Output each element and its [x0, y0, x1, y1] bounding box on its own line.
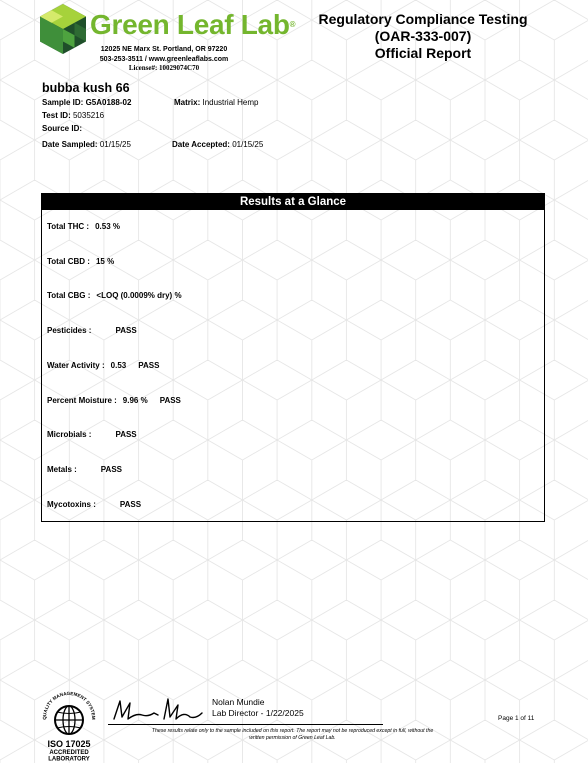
iso-ring-text: QUALITY MANAGEMENT SYSTEM [41, 690, 97, 720]
matrix-field [174, 98, 259, 108]
result-row [47, 291, 182, 300]
source-id-label: Source ID: [42, 124, 83, 133]
result-label: Total CBD : [47, 256, 90, 266]
test-id-label: Test ID: [42, 111, 71, 120]
source-id-field [42, 124, 82, 134]
report-title [318, 11, 528, 62]
result-row [47, 326, 137, 335]
report-title-line3: Official Report [374, 45, 472, 61]
result-value: 0.53 % [95, 222, 120, 231]
test-id-field [42, 111, 104, 121]
results-at-a-glance [41, 193, 545, 522]
result-status: PASS [100, 464, 122, 474]
result-label: Pesticides : [47, 326, 92, 336]
disclaimer-line1: These results relate only to the sample included on this report. The report may not be reproduced except in full, without the [151, 728, 434, 734]
date-accepted-field [172, 140, 263, 150]
result-label: Metals : [47, 464, 77, 474]
trademark-symbol: ® [289, 20, 296, 29]
lab-license: License#: 10029074C70 [128, 64, 200, 72]
iso-line1: ISO 17025 [47, 739, 91, 749]
result-value: 0.53 [110, 360, 127, 370]
brand-name [90, 8, 295, 42]
sample-id-field [42, 98, 131, 108]
result-row [47, 222, 120, 231]
signer-title: Lab Director - 1/22/2025 [212, 708, 304, 718]
report-title-line2: (OAR-333-007) [374, 28, 472, 44]
green-leaf-lab-logo [40, 4, 86, 54]
sample-id-label: Sample ID: [42, 98, 84, 107]
result-label: Mycotoxins : [47, 499, 96, 509]
result-row [47, 396, 181, 405]
result-label: Total CBG : [47, 291, 91, 301]
sample-id-value: G5A0188-02 [85, 98, 132, 107]
iso-17025-badge [38, 690, 100, 762]
result-row [47, 500, 141, 509]
result-value: <LOQ (0.0009% dry) % [96, 291, 182, 301]
result-label: Percent Moisture : [47, 395, 117, 405]
result-value: 9.96 % [122, 395, 148, 405]
result-status: PASS [119, 499, 142, 509]
result-row [47, 465, 122, 474]
result-value: 15 % [95, 256, 115, 266]
iso-line2: ACCREDITED [49, 750, 89, 756]
result-row [47, 257, 114, 266]
date-accepted-value: 01/15/25 [232, 140, 264, 149]
result-status: PASS [115, 430, 137, 440]
lab-contact: 503-253-3511 / www.greenleaflabs.com [99, 55, 229, 63]
date-sampled-field [42, 140, 131, 150]
lab-address: 12025 NE Marx St. Portland, OR 97220 [100, 46, 228, 53]
result-status: PASS [159, 395, 181, 405]
lab-address-block [94, 45, 234, 74]
signature-line [108, 724, 383, 725]
result-row [47, 361, 159, 370]
result-status: PASS [138, 360, 160, 370]
result-row [47, 430, 137, 439]
test-id-value: 5035216 [72, 111, 105, 120]
brand-text: Green Leaf Lab [90, 9, 290, 40]
result-label: Microbials : [47, 430, 92, 440]
matrix-label: Matrix: [174, 98, 201, 107]
results-header: Results at a Glance [42, 194, 544, 210]
date-sampled-label: Date Sampled: [42, 140, 98, 149]
result-label: Total THC : [47, 222, 90, 231]
matrix-value: Industrial Hemp [202, 98, 259, 107]
date-sampled-value: 01/15/25 [99, 140, 131, 149]
report-title-line1: Regulatory Compliance Testing [318, 11, 528, 27]
sample-name: bubba kush 66 [42, 81, 130, 95]
disclaimer [120, 728, 465, 742]
iso-line3: LABORATORY [48, 756, 90, 762]
page-number: Page 1 of 11 [498, 715, 535, 722]
signer-block [212, 697, 304, 719]
date-accepted-label: Date Accepted: [172, 140, 230, 149]
disclaimer-line2: written permission of Green Leaf Lab. [249, 735, 336, 741]
signer-name: Nolan Mundie [212, 697, 265, 707]
result-label: Water Activity : [47, 360, 105, 370]
result-status: PASS [115, 326, 137, 336]
director-signature [108, 695, 208, 725]
